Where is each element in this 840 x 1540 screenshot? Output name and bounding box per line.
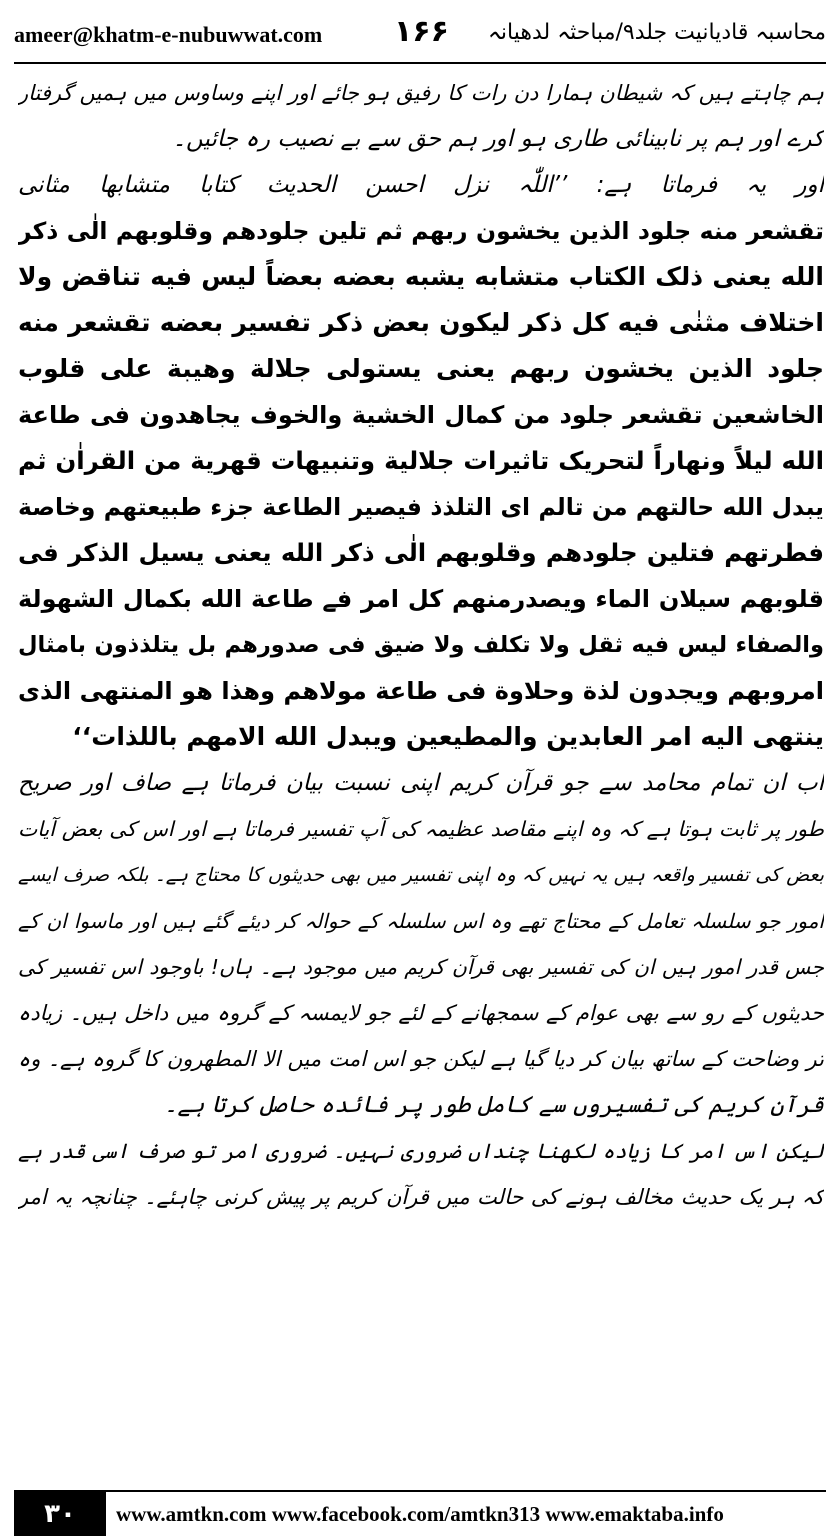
page-header	[14, 8, 826, 60]
paragraph-3	[18, 1128, 824, 1220]
footer-page-number: ۳۰	[14, 1492, 106, 1536]
text-line: لیکن اس امر کا زیادہ لکھنا چنداں ضروری نہیں۔ ضروری امر تو صرف اسی قدر ہے	[18, 1139, 824, 1163]
text-line: حدیثوں کے رو سے بھی عوام کے سمجھانے کے لئے جو لایمسہ کے گروہ میں داخل ہیں۔ زیادہ	[18, 1001, 824, 1025]
arabic-line: یبدل الله حالتهم من تالم ای التلذذ فیصیر الطاعة جزء طبیعتهم وخاصة	[18, 493, 824, 521]
header-page-number: ۱۶۶	[394, 14, 449, 49]
arabic-line: قلوبهم سیلان الماء ویصدرمنهم کل امر فے طاعة الله بکمال الشهولة	[18, 585, 824, 613]
quote-intro-line: اور یہ فرماتا ہے: ’’اللّٰہ نزل احسن الحدیث کتابا متشابها مثانی	[18, 172, 824, 198]
header-email: ameer@khatm-e-nubuwwat.com	[14, 22, 323, 47]
arabic-line: تقشعر منه جلود الذین یخشون ربهم ثم تلین جلودهم وقلوبهم الٰی ذکر	[18, 217, 824, 245]
footer-website-links: www.amtkn.com www.facebook.com/amtkn313 www.emaktaba.info	[116, 1502, 724, 1526]
text-line: قرآن کریم کی تفسیروں سے کامل طور پر فائدہ حاصل کرتا ہے۔	[164, 1092, 824, 1118]
arabic-line: ینتهی الیه امر العابدین والمطیعین ویبدل الله الامهم باللذات‘‘	[72, 722, 824, 751]
text-line: اب ان تمام محامد سے جو قرآن کریم اپنی نسبت بیان فرماتا ہے صاف اور صریح	[18, 770, 824, 796]
text-line: کہ ہر یک حدیث مخالف ہونے کی حالت میں قرآن کریم پر پیش کرنی چاہئے۔ چنانچہ یہ امر	[18, 1185, 824, 1209]
header-divider	[14, 62, 826, 64]
text-line: کرے اور ہم پر نابینائی طاری ہو اور ہم حق سے بے نصیب رہ جائیں۔	[172, 126, 824, 152]
quote-block	[18, 162, 824, 760]
arabic-line: الله یعنی ذلک الکتاب متشابه یشبه بعضه بعضاً لیس فیه تناقض ولا	[18, 262, 824, 291]
arabic-line: اختلاف مثنٰی فیه کل ذکر لیکون بعض ذکر تفسیر بعضه تقشعر منه	[18, 308, 824, 337]
text-line: ہم چاہتے ہیں کہ شیطان ہمارا دن رات کا رفیق ہو جائے اور اپنے وساوس میں ہمیں گرفتار	[18, 81, 824, 105]
text-line: تر وضاحت کے ساتھ بیان کر دیا گیا ہے لیکن جو اس امت میں الا المطهرون کا گروہ ہے۔ وہ	[18, 1047, 824, 1071]
page-body	[18, 70, 824, 1460]
arabic-line: الخاشعین تقشعر جلود من کمال الخشیة والخوف یجاهدون فی طاعة	[18, 401, 824, 429]
text-line: جس قدر امور ہیں ان کی تفسیر بھی قرآن کریم میں موجود ہے۔ ہاں! باوجود اس تفسیر کی	[18, 955, 824, 979]
arabic-line: امروبهم ویجدون لذة وحلاوة فی طاعة مولاهم وهذا هو المنتهی الذی	[18, 677, 824, 705]
arabic-line: والصفاء لیس فیه ثقل ولا تکلف ولا ضیق فی صدورهم بل یتلذذون بامثال	[18, 632, 824, 658]
paragraph-1	[18, 70, 824, 162]
header-book-title: محاسبہ قادیانیت جلد۹/مباحثہ لدھیانہ	[488, 20, 826, 45]
arabic-line: فطرتهم فتلین جلودهم وقلوبهم الٰی ذکر الله یعنی یسیل الذکر فی	[18, 538, 824, 567]
text-line: بعض کی تفسیر واقعہ ہیں یہ نہیں کہ وہ اپنی تفسیر میں بھی حدیثوں کا محتاج ہے۔ بلکہ صرف ایسے	[18, 864, 824, 886]
arabic-line: الله لیلاً ونهاراً لتحریک تاثیرات جلالیة وتنبیهات قهریة من القراٰن ثم	[18, 446, 824, 475]
text-line: امور جو سلسلہ تعامل کے محتاج تھے وہ اس سلسلہ کے حوالہ کر دیئے گئے ہیں اور ماسوا ان کے	[18, 909, 824, 933]
page-footer	[14, 1490, 826, 1536]
text-line: طور پر ثابت ہوتا ہے کہ وہ اپنے مقاصد عظیمہ کی آپ تفسیر فرماتا ہے اور اس کی بعض آیات	[18, 817, 824, 841]
paragraph-2	[18, 760, 824, 1128]
arabic-line: جلود الذین یخشون ربهم یعنی یستولی جلالة وهیبة علی قلوب	[18, 354, 824, 383]
